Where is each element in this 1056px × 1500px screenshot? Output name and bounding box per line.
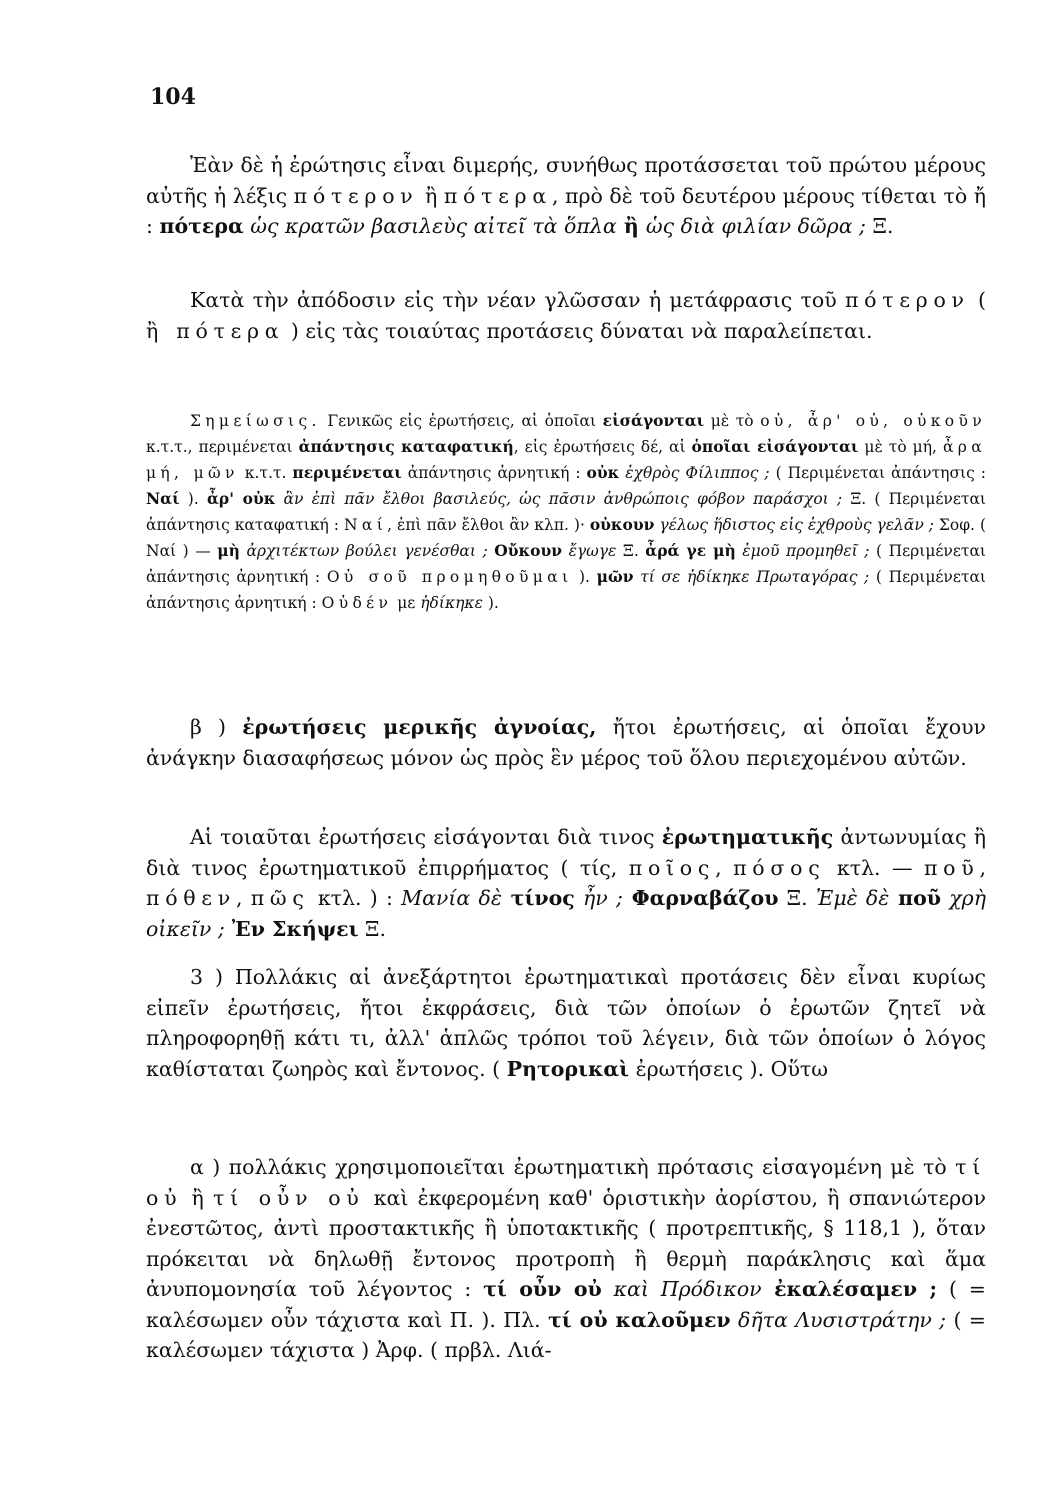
paragraph-rhetorical-questions: 3 ) Πολλάκις αἱ ἀνεξάρτητοι ἐρωτηματικαὶ προτάσεις δὲν εἶναι κυρίως εἰπεῖν ἐρωτήσεις, ἤτοι ἐκφράσεις, διὰ τῶν ὁποίων ὁ ἐρωτῶν ζητεῖ νὰ πληροφορηθῇ κάτι τι, ἀλλ' ἁπλῶς τρόποι τοῦ λέγειν, διὰ τῶν ὁποίων ὁ λόγος καθίσταται ζωηρὸς καὶ ἔντονος. ( Ρητορικαὶ ἐρωτήσεις ). Οὕτω — [146, 965, 986, 1081]
paragraph-dimeric-question: Ἐὰν δὲ ἡ ἐρώτησις εἶναι διμερής, συνήθως προτάσσεται τοῦ πρώτου μέρους αὐτῆς ἡ λέξις πότερον ἢ πότερα, πρὸ δὲ τοῦ δευτέρου μέρους τίθεται τὸ ἤ : πότερα ὡς κρατῶν βασιλεὺς αἰτεῖ τὰ ὅπλα ἢ ὡς διὰ φιλίαν δῶρα ; Ξ. — [146, 153, 986, 238]
paragraph-interrogative-pronouns: Αἱ τοιαῦται ἐρωτήσεις εἰσάγονται διὰ τινος ἐρωτηματικῆς ἀντωνυμίας ἢ διὰ τινος ἐρωτηματικοῦ ἐπιρρήματος ( τίς, ποῖος, πόσος κτλ. — ποῦ, πόθεν, πῶς κτλ. ) : Μανία δὲ τίνος ἦν ; Φαρναβάζου Ξ. Ἐμὲ δὲ ποῦ χρὴ οἰκεῖν ; Ἐν Σκήψει Ξ. — [146, 825, 986, 941]
paragraph-partial-ignorance: β ) ἐρωτήσεις μερικῆς ἀγνοίας, ἤτοι ἐρωτήσεις, αἱ ὁποῖαι ἔχουν ἀνάγκην διασαφήσεως μόνον ὡς πρὸς ἓν μέρος τοῦ ὅλου περιεχομένου αὐτῶν. — [146, 715, 986, 770]
paragraph-translation-note: Κατὰ τὴν ἀπόδοσιν εἰς τὴν νέαν γλῶσσαν ἡ μετάφρασις τοῦ πότερον ( ἢ πότερα ) εἰς τὰς τοιαύτας προτάσεις δύναται νὰ παραλείπεται. — [146, 288, 986, 343]
paragraph-remark: Σημείωσις. Γενικῶς εἰς ἐρωτήσεις, αἱ ὁποῖαι εἰσάγονται μὲ τὸ οὐ, ἆρ' οὐ, οὐκοῦν κ.τ.τ., περιμένεται ἀπάντησις καταφατική, εἰς ἐρωτήσεις δέ, αἱ ὁποῖαι εἰσάγονται μὲ τὸ μή, ἆρα μή, μῶν κ.τ.τ. περιμένεται ἀπάντησις ἀρνητική : οὐκ ἐχθρὸς Φίλιππος ; ( Περιμένεται ἀπάντησις : Ναί ). ἆρ' οὐκ ἂν ἐπὶ πᾶν ἔλθοι βασιλεύς, ὡς πᾶσιν ἀνθρώποις φόβον παράσχοι ; Ξ. ( Περιμένεται ἀπάντησις καταφατική : Ναί, ἐπὶ πᾶν ἔλθοι ἂν κλπ. )· οὐκουν γέλως ἥδιστος εἰς ἐχθροὺς γελᾶν ; Σοφ. ( Ναί ) — μὴ ἀρχιτέκτων βούλει γενέσθαι ; Οὔκουν ἔγωγε Ξ. ἆρά γε μὴ ἐμοῦ προμηθεῖ ; ( Περιμένεται ἀπάντησις ἀρνητική : Οὐ σοῦ προμηθοῦμαι ). μῶν τί σε ἠδίκηκε Πρωταγόρας ; ( Περιμένεται ἀπάντησις ἀρνητική : Οὐδέν με ἠδίκηκε ). — [146, 411, 987, 612]
paragraph-ti-ou: α ) πολλάκις χρησιμοποιεῖται ἐρωτηματικὴ πρότασις εἰσαγομένη μὲ τὸ τί οὐ ἢ τί οὖν οὐ καὶ ἐκφερομένη καθ' ὁριστικὴν ἀορίστου, ἢ σπανιώτερον ἐνεστῶτος, ἀντὶ προστακτικῆς ἢ ὑποτακτικῆς ( προτρεπτικῆς, § 118,1 ), ὅταν πρόκειται νὰ δηλωθῇ ἔντονος προτροπὴ ἢ θερμὴ παράκλησις καὶ ἅμα ἀνυπομονησία τοῦ λέγοντος : τί οὖν οὐ καὶ Πρόδικον ἐκαλέσαμεν ; ( = καλέσωμεν οὖν τάχιστα καὶ Π. ). Πλ. τί οὐ καλοῦμεν δῆτα Λυσιστράτην ; ( = καλέσωμεν τάχιστα ) Ἀρφ. ( πρβλ. Λιά- — [146, 1155, 986, 1362]
page-number: 104 — [150, 84, 196, 110]
